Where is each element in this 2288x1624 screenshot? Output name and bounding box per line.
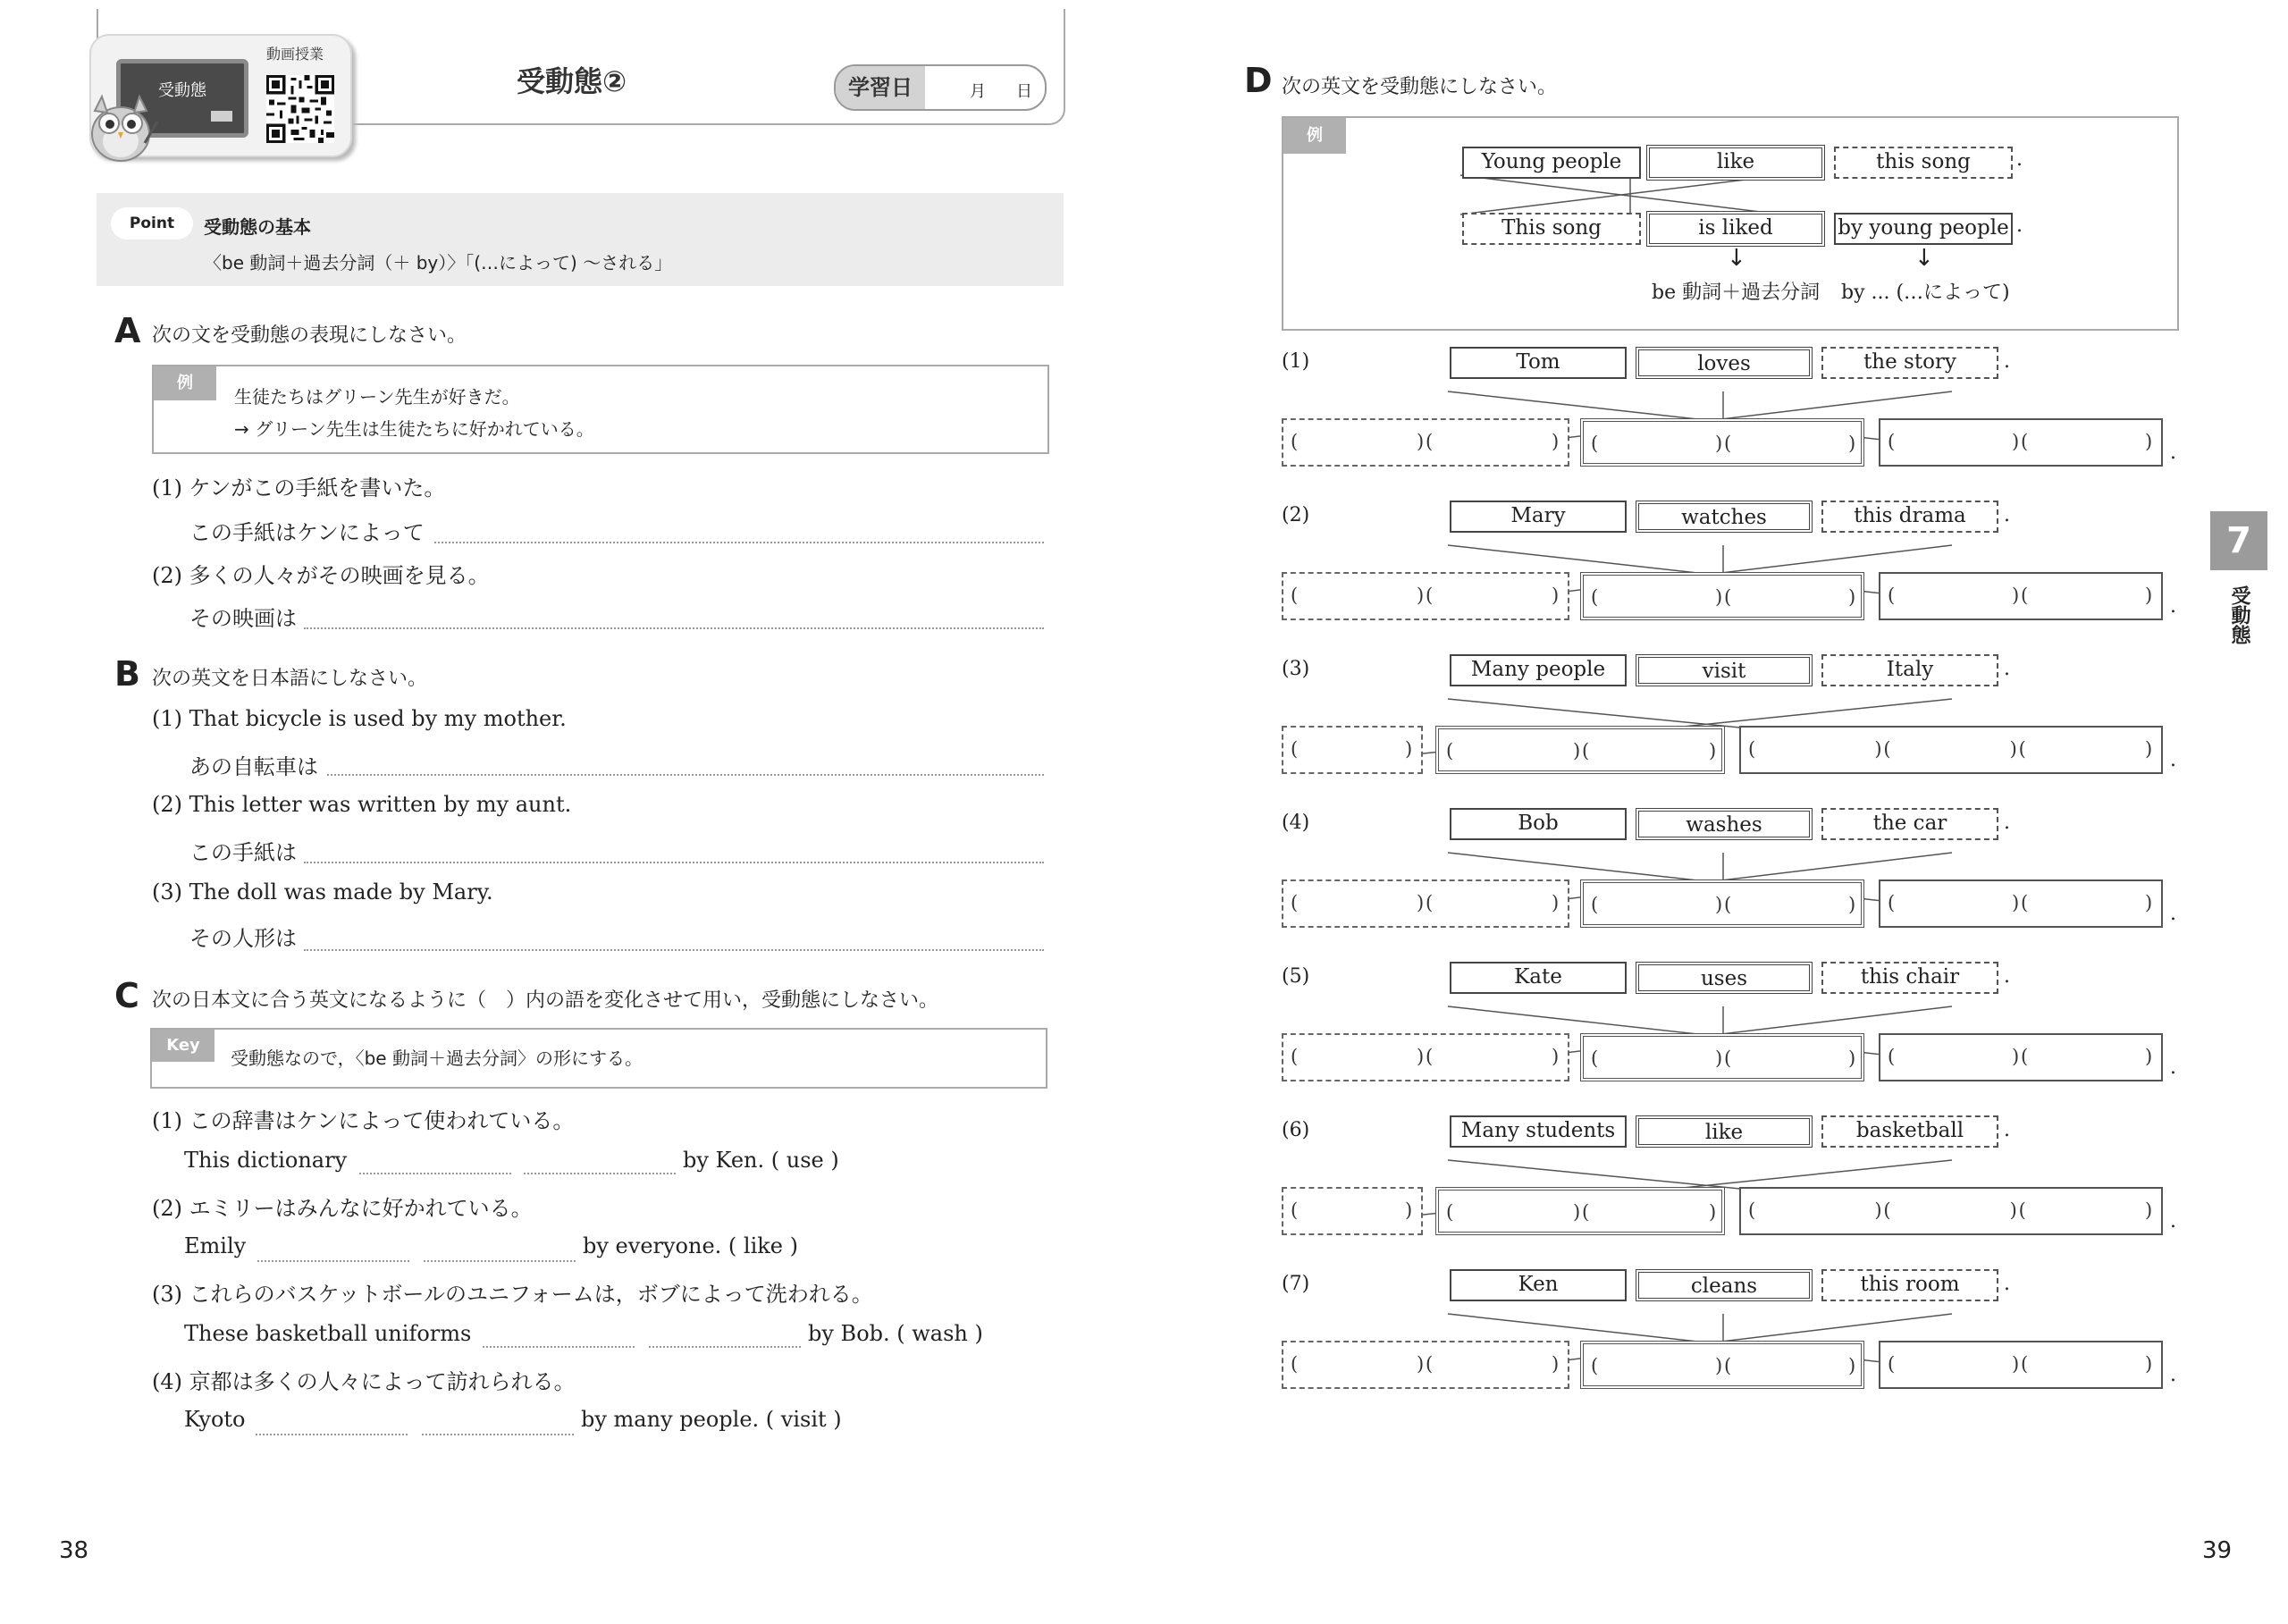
- section-c-s4-end: by many people. ( visit ): [581, 1407, 842, 1432]
- item-period-top: .: [2004, 350, 2010, 373]
- section-c-blank-1b[interactable]: [524, 1173, 676, 1174]
- close-paren: ): [1573, 1201, 1581, 1223]
- close-paren: ): [1709, 740, 1717, 762]
- study-date-field[interactable]: [834, 64, 1047, 111]
- section-c-s2-end: by everyone. ( like ): [583, 1233, 798, 1258]
- section-c-blank-4a[interactable]: [256, 1434, 408, 1435]
- item-subject-box: Mary: [1450, 501, 1627, 533]
- close-paren: ): [1874, 738, 1882, 760]
- day-label: 日: [1016, 82, 1032, 101]
- open-paren: (: [1426, 1353, 1434, 1375]
- answer-subject-box[interactable]: [1282, 1341, 1569, 1389]
- open-paren: (: [2021, 1353, 2029, 1375]
- close-paren: ): [1848, 1048, 1856, 1069]
- section-c-blank-3b[interactable]: [649, 1346, 801, 1348]
- open-paren: (: [1888, 1046, 1896, 1067]
- item-period-top: .: [2004, 1273, 2010, 1295]
- answer-verb-box[interactable]: [1435, 726, 1725, 774]
- item-verb-box: loves: [1636, 347, 1813, 379]
- close-paren: ): [2009, 1199, 2017, 1221]
- chapter-tab: 7: [2210, 511, 2267, 570]
- example-passive-verb-box: is liked: [1646, 211, 1825, 247]
- section-c-s4-start: Kyoto: [184, 1407, 246, 1432]
- section-c-s3-start: These basketball uniforms: [184, 1321, 472, 1346]
- open-paren: (: [1582, 1201, 1590, 1223]
- open-paren: (: [2021, 1046, 2029, 1067]
- example-note-be-pp: be 動詞＋過去分詞: [1652, 282, 1821, 304]
- close-paren: ): [1417, 1353, 1425, 1375]
- section-a-answer-line-1[interactable]: [434, 542, 1044, 543]
- close-paren: ): [2012, 431, 2020, 452]
- section-c-q2: (2) エミリーはみんなに好かれている。: [152, 1196, 533, 1221]
- item-object-box: this drama: [1821, 501, 1998, 533]
- section-d-instruction: 次の英文を受動態にしなさい。: [1282, 76, 1558, 98]
- item-subject-box: Many students: [1450, 1115, 1627, 1148]
- answer-verb-box[interactable]: [1580, 1033, 1864, 1081]
- open-paren: (: [1291, 431, 1299, 452]
- open-paren: (: [1291, 1353, 1299, 1375]
- answer-subject-box[interactable]: [1282, 879, 1569, 928]
- section-b-q1: (1) That bicycle is used by my mother.: [152, 706, 567, 731]
- open-paren: (: [1883, 1199, 1891, 1221]
- close-paren: ): [1552, 892, 1560, 913]
- close-paren: ): [1715, 1048, 1723, 1069]
- item-period-top: .: [2004, 965, 2010, 988]
- example-passive-subject-box: This song: [1462, 213, 1641, 245]
- item-period-bottom: .: [2170, 442, 2176, 464]
- open-paren: (: [1883, 738, 1891, 760]
- item-verb-box: like: [1636, 1115, 1813, 1148]
- close-paren: ): [2145, 892, 2153, 913]
- section-d-item-number: (4): [1282, 812, 1310, 834]
- section-c-instruction: 次の日本文に合う英文になるように（ ）内の語を変化させて用い，受動態にしなさい。: [152, 989, 939, 1012]
- close-paren: ): [1874, 1199, 1882, 1221]
- section-c-blank-2a[interactable]: [257, 1260, 409, 1262]
- open-paren: (: [1724, 1048, 1732, 1069]
- section-c-blank-1a[interactable]: [359, 1173, 511, 1174]
- section-c-s3-end: by Bob. ( wash ): [808, 1321, 983, 1346]
- point-title: 受動態の基本: [204, 216, 311, 238]
- close-paren: ): [1552, 431, 1560, 452]
- section-b-q3: (3) The doll was made by Mary.: [152, 879, 493, 905]
- example-arrow-right: ↓: [1914, 245, 1934, 272]
- section-c-letter: C: [114, 976, 139, 1015]
- item-verb-box: uses: [1636, 962, 1813, 994]
- open-paren: (: [2021, 585, 2029, 606]
- item-object-box: this room: [1821, 1269, 1998, 1301]
- open-paren: (: [1426, 431, 1434, 452]
- close-paren: ): [2145, 1353, 2153, 1375]
- answer-agent-box[interactable]: [1739, 726, 2163, 774]
- close-paren: ): [2145, 1046, 2153, 1067]
- section-b-a3-label: その人形は: [189, 926, 297, 951]
- item-object-box: this chair: [1821, 962, 1998, 994]
- close-paren: ): [1848, 1355, 1856, 1376]
- open-paren: (: [1888, 585, 1896, 606]
- section-c-s2-start: Emily: [184, 1233, 247, 1258]
- section-c-s1-start: This dictionary: [184, 1148, 348, 1173]
- section-b-q2: (2) This letter was written by my aunt.: [152, 792, 572, 817]
- video-lesson-label: 動画授業: [266, 46, 324, 63]
- section-c-s1-end: by Ken. ( use ): [683, 1148, 839, 1173]
- item-period-bottom: .: [2170, 595, 2176, 618]
- open-paren: (: [1724, 894, 1732, 915]
- item-subject-box: Ken: [1450, 1269, 1627, 1301]
- section-b-instruction: 次の英文を日本語にしなさい。: [152, 668, 428, 690]
- example-period-bottom: .: [2016, 215, 2023, 237]
- section-c-blank-2b[interactable]: [424, 1260, 576, 1262]
- close-paren: ): [1715, 1355, 1723, 1376]
- section-b-answer-line-3[interactable]: [304, 949, 1044, 951]
- item-period-bottom: .: [2170, 1210, 2176, 1233]
- item-verb-box: visit: [1636, 654, 1813, 686]
- open-paren: (: [1591, 894, 1599, 915]
- open-paren: (: [2018, 738, 2026, 760]
- item-subject-box: Bob: [1450, 808, 1627, 840]
- answer-verb-box[interactable]: [1580, 1341, 1864, 1389]
- answer-verb-box[interactable]: [1580, 879, 1864, 928]
- item-period-bottom: .: [2170, 903, 2176, 925]
- close-paren: ): [1417, 1046, 1425, 1067]
- item-period-bottom: .: [2170, 749, 2176, 771]
- close-paren: ): [1848, 433, 1856, 454]
- answer-agent-box[interactable]: [1879, 572, 2163, 620]
- section-a-example-tab: 例: [154, 366, 216, 400]
- item-object-box: basketball: [1821, 1115, 1998, 1148]
- section-a-example-line2: → グリーン先生は生徒たちに好かれている。: [234, 418, 594, 440]
- answer-agent-box[interactable]: [1879, 1033, 2163, 1081]
- answer-agent-box[interactable]: [1879, 418, 2163, 467]
- month-label: 月: [970, 82, 986, 101]
- open-paren: (: [2021, 892, 2029, 913]
- close-paren: ): [1709, 1201, 1717, 1223]
- answer-subject-box[interactable]: [1282, 1033, 1569, 1081]
- open-paren: (: [1291, 1046, 1299, 1067]
- example-object-box: this song: [1834, 147, 2013, 179]
- close-paren: ): [2009, 738, 2017, 760]
- answer-subject-box[interactable]: [1282, 418, 1569, 467]
- open-paren: (: [1582, 740, 1590, 762]
- item-period-top: .: [2004, 1119, 2010, 1141]
- item-period-top: .: [2004, 812, 2010, 834]
- section-d-item-number: (6): [1282, 1119, 1310, 1141]
- open-paren: (: [1291, 585, 1299, 606]
- example-verb-box: like: [1646, 145, 1825, 181]
- page-number-left: 38: [59, 1537, 89, 1564]
- item-period-top: .: [2004, 658, 2010, 680]
- close-paren: ): [1552, 585, 1560, 606]
- open-paren: (: [1888, 1353, 1896, 1375]
- close-paren: ): [1715, 586, 1723, 608]
- section-b-a1-label: あの自転車は: [189, 754, 318, 779]
- section-d-item-number: (2): [1282, 504, 1310, 526]
- section-a-q1: (1) ケンがこの手紙を書いた。: [152, 475, 446, 501]
- section-d-item-number: (7): [1282, 1273, 1310, 1295]
- open-paren: (: [1748, 738, 1756, 760]
- section-a-example-line1: 生徒たちはグリーン先生が好きだ。: [234, 386, 520, 408]
- close-paren: ): [1715, 433, 1723, 454]
- point-text: 〈be 動詞＋過去分詞（＋ by）〉「(…によって) ～される」: [204, 252, 673, 273]
- open-paren: (: [1724, 433, 1732, 454]
- open-paren: (: [1888, 431, 1896, 452]
- close-paren: ): [2145, 738, 2153, 760]
- open-paren: (: [1724, 1355, 1732, 1376]
- close-paren: ): [2012, 1353, 2020, 1375]
- point-badge: Point: [111, 207, 193, 240]
- item-object-box: Italy: [1821, 654, 1998, 686]
- board-text: 受動態: [158, 81, 206, 100]
- section-c-blank-3a[interactable]: [483, 1346, 635, 1348]
- open-paren: (: [1591, 433, 1599, 454]
- close-paren: ): [2145, 585, 2153, 606]
- open-paren: (: [1291, 1199, 1299, 1221]
- close-paren: ): [2012, 892, 2020, 913]
- lesson-title: 受動態②: [517, 64, 627, 98]
- open-paren: (: [1426, 585, 1434, 606]
- section-a-instruction: 次の文を受動態の表現にしなさい。: [152, 324, 467, 347]
- section-b-answer-line-2[interactable]: [304, 862, 1044, 863]
- answer-agent-box[interactable]: [1739, 1187, 2163, 1235]
- example-period-top: .: [2016, 148, 2023, 171]
- answer-verb-box[interactable]: [1580, 418, 1864, 467]
- open-paren: (: [1426, 1046, 1434, 1067]
- section-c-key-text: 受動態なので，〈be 動詞＋過去分詞〉の形にする。: [231, 1048, 643, 1069]
- answer-verb-box[interactable]: [1435, 1187, 1725, 1235]
- section-c-q1: (1) この辞書はケンによって使われている。: [152, 1108, 575, 1133]
- open-paren: (: [1291, 738, 1299, 760]
- close-paren: ): [2145, 1199, 2153, 1221]
- page-number-right: 39: [2202, 1537, 2233, 1564]
- section-d-item-number: (1): [1282, 350, 1310, 373]
- item-period-top: .: [2004, 504, 2010, 526]
- close-paren: ): [2012, 1046, 2020, 1067]
- open-paren: (: [1426, 892, 1434, 913]
- answer-agent-box[interactable]: [1879, 1341, 2163, 1389]
- item-object-box: the car: [1821, 808, 1998, 840]
- item-verb-box: cleans: [1636, 1269, 1813, 1301]
- open-paren: (: [2021, 431, 2029, 452]
- section-d-item-number: (5): [1282, 965, 1310, 988]
- open-paren: (: [1291, 892, 1299, 913]
- answer-agent-box[interactable]: [1879, 879, 2163, 928]
- close-paren: ): [1715, 894, 1723, 915]
- owl-mascot-icon: [82, 88, 159, 164]
- open-paren: (: [1591, 586, 1599, 608]
- answer-subject-box[interactable]: [1282, 726, 1423, 774]
- section-a-example-box: [152, 365, 1049, 454]
- section-d-item-number: (3): [1282, 658, 1310, 680]
- open-paren: (: [1446, 740, 1454, 762]
- answer-subject-box[interactable]: [1282, 1187, 1423, 1235]
- item-verb-box: washes: [1636, 808, 1813, 840]
- section-b-answer-line-1[interactable]: [327, 774, 1044, 776]
- study-date-label: 学習日: [836, 66, 925, 109]
- open-paren: (: [1748, 1199, 1756, 1221]
- example-subject-box: Young people: [1462, 147, 1641, 179]
- close-paren: ): [2012, 585, 2020, 606]
- close-paren: ): [1552, 1353, 1560, 1375]
- chapter-tab-label: 受動態: [2228, 585, 2250, 644]
- close-paren: ): [1417, 585, 1425, 606]
- section-d-example-tab: 例: [1283, 118, 1346, 154]
- answer-subject-box[interactable]: [1282, 572, 1569, 620]
- close-paren: ): [1552, 1046, 1560, 1067]
- close-paren: ): [1405, 1199, 1413, 1221]
- section-c-q3: (3) これらのバスケットボールのユニフォームは，ボブによって洗われる。: [152, 1282, 873, 1307]
- example-note-by: by ... (…によって): [1841, 282, 2010, 304]
- eraser-icon: [211, 111, 232, 122]
- item-subject-box: Kate: [1450, 962, 1627, 994]
- close-paren: ): [1848, 586, 1856, 608]
- item-subject-box: Many people: [1450, 654, 1627, 686]
- section-a-q2: (2) 多くの人々がその映画を見る。: [152, 563, 490, 588]
- item-period-bottom: .: [2170, 1364, 2176, 1386]
- open-paren: (: [1591, 1355, 1599, 1376]
- item-period-bottom: .: [2170, 1056, 2176, 1079]
- section-c-key-tab: Key: [152, 1030, 214, 1062]
- section-b-a2-label: この手紙は: [189, 840, 297, 865]
- example-passive-agent-box: by young people: [1834, 213, 2013, 245]
- close-paren: ): [1417, 431, 1425, 452]
- section-c-q4: (4) 京都は多くの人々によって訪れられる。: [152, 1369, 576, 1394]
- close-paren: ): [1573, 740, 1581, 762]
- open-paren: (: [1591, 1048, 1599, 1069]
- answer-verb-box[interactable]: [1580, 572, 1864, 620]
- item-verb-box: watches: [1636, 501, 1813, 533]
- section-d-letter: D: [1244, 61, 1273, 100]
- open-paren: (: [1446, 1201, 1454, 1223]
- close-paren: ): [1405, 738, 1413, 760]
- section-b-letter: B: [114, 654, 140, 694]
- section-a-a2-label: その映画は: [189, 606, 297, 631]
- section-a-letter: A: [114, 311, 141, 350]
- close-paren: ): [1848, 894, 1856, 915]
- open-paren: (: [1724, 586, 1732, 608]
- close-paren: ): [1417, 892, 1425, 913]
- qr-code-icon[interactable]: [266, 75, 334, 143]
- section-c-blank-4b[interactable]: [422, 1434, 574, 1435]
- section-a-a1-label: この手紙はケンによって: [189, 520, 425, 545]
- item-object-box: the story: [1821, 347, 1998, 379]
- open-paren: (: [2018, 1199, 2026, 1221]
- close-paren: ): [2145, 431, 2153, 452]
- example-arrow-left: ↓: [1727, 245, 1746, 272]
- section-a-answer-line-2[interactable]: [304, 627, 1044, 629]
- open-paren: (: [1888, 892, 1896, 913]
- item-subject-box: Tom: [1450, 347, 1627, 379]
